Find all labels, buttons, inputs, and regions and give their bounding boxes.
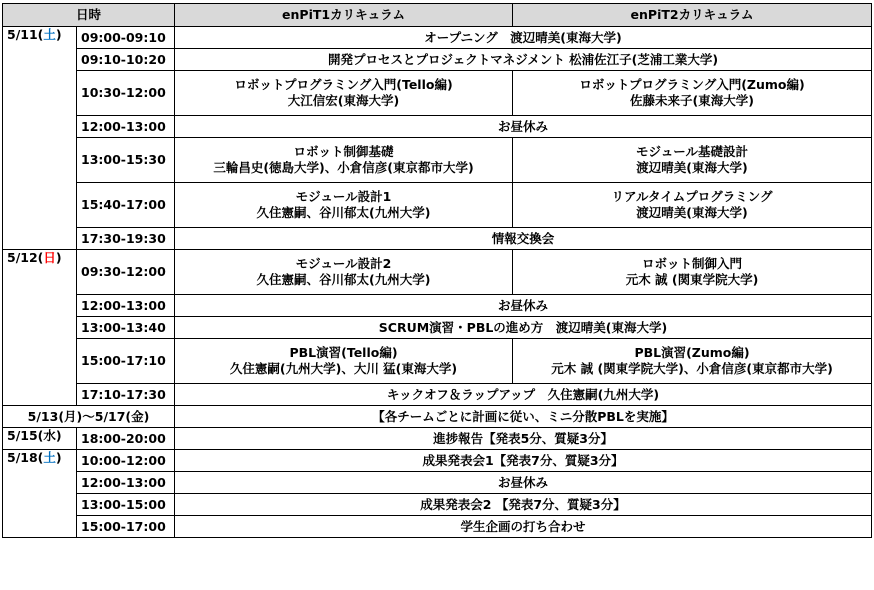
session-track2 — [513, 71, 872, 116]
session-text-line: リアルタイムプログラミング — [611, 189, 773, 204]
session-track1 — [175, 71, 513, 116]
session-common — [175, 295, 872, 317]
session-track2 — [513, 339, 872, 384]
session-text-line: ロボットプログラミング入門(Tello編) — [234, 77, 453, 92]
schedule-body — [3, 27, 872, 538]
schedule-row — [3, 250, 872, 295]
session-text-line: 成果発表会2 【発表7分、質疑3分】 — [420, 496, 626, 512]
time-cell: 15:40-17:00 — [77, 183, 175, 228]
session-text-line: 佐藤未来子(東海大学) — [630, 93, 754, 108]
session-track1 — [175, 183, 513, 228]
session-text-line: 久住憲嗣、谷川郁太(九州大学) — [256, 205, 431, 220]
date-cell — [3, 27, 77, 250]
time-cell: 18:00-20:00 — [77, 428, 175, 450]
weekday-label: 土 — [43, 450, 56, 465]
session-text-line: SCRUM演習・PBLの進め方 渡辺晴美(東海大学) — [378, 319, 668, 335]
schedule-row — [3, 317, 872, 339]
session-track2 — [513, 138, 872, 183]
session-text-line: 元木 誠 (関東学院大学)、小倉信彦(東京都市大学) — [551, 361, 833, 376]
session-common — [175, 472, 872, 494]
header-track1: enPiT1カリキュラム — [175, 4, 513, 27]
schedule-row — [3, 49, 872, 71]
session-track1 — [175, 138, 513, 183]
session-text-line: モジュール設計1 — [295, 189, 392, 204]
header-date: 日時 — [3, 4, 175, 27]
time-cell: 15:00-17:10 — [77, 339, 175, 384]
schedule-row — [3, 428, 872, 450]
schedule-row — [3, 27, 872, 49]
session-text-line: PBL演習(Zumo編) — [634, 345, 750, 360]
session-text-line: オープニング 渡辺晴美(東海大学) — [424, 29, 622, 45]
session-track2 — [513, 250, 872, 295]
session-text-line: お昼休み — [498, 297, 549, 313]
schedule-row — [3, 494, 872, 516]
header-track2: enPiT2カリキュラム — [513, 4, 872, 27]
time-cell: 13:00-15:00 — [77, 494, 175, 516]
schedule-row — [3, 138, 872, 183]
session-text-line: 大江信宏(東海大学) — [287, 93, 400, 108]
session-common — [175, 317, 872, 339]
time-cell: 12:00-13:00 — [77, 295, 175, 317]
weekday-label: 土 — [43, 27, 56, 42]
time-cell: 12:00-13:00 — [77, 472, 175, 494]
session-text-line: 開発プロセスとプロジェクトマネジメント 松浦佐江子(芝浦工業大学) — [327, 51, 719, 67]
schedule-row — [3, 295, 872, 317]
session-text-line: 渡辺晴美(東海大学) — [636, 160, 748, 175]
date-prefix: 5/15( — [7, 428, 44, 443]
schedule-table — [2, 3, 872, 538]
session-text-line: 【各チームごとに計画に従い、ミニ分散PBLを実施】 — [372, 408, 674, 424]
session-text-line: 渡辺晴美(東海大学) — [636, 205, 748, 220]
session-common — [175, 116, 872, 138]
session-text-line: 成果発表会1【発表7分、質疑3分】 — [422, 452, 624, 468]
date-suffix: ) — [55, 450, 62, 465]
session-common — [175, 49, 872, 71]
session-text-line: ロボットプログラミング入門(Zumo編) — [579, 77, 805, 92]
session-common — [175, 384, 872, 406]
session-common — [175, 228, 872, 250]
schedule-row — [3, 183, 872, 228]
time-cell: 17:10-17:30 — [77, 384, 175, 406]
session-common — [175, 27, 872, 49]
header-row — [3, 4, 872, 27]
weekday-label: 水 — [43, 428, 56, 443]
date-prefix: 5/11( — [7, 27, 44, 42]
time-cell: 09:30-12:00 — [77, 250, 175, 295]
schedule-row — [3, 472, 872, 494]
date-suffix: ) — [55, 27, 62, 42]
session-text-line: 久住憲嗣、谷川郁太(九州大学) — [256, 272, 431, 287]
time-cell: 12:00-13:00 — [77, 116, 175, 138]
session-text-line: 久住憲嗣(九州大学)、大川 猛(東海大学) — [229, 361, 458, 376]
weekday-label: 日 — [43, 250, 56, 265]
date-cell — [3, 428, 77, 450]
session-text-line: ロボット制御入門 — [642, 256, 743, 271]
time-cell: 13:00-15:30 — [77, 138, 175, 183]
time-cell: 09:00-09:10 — [77, 27, 175, 49]
date-cell — [3, 450, 77, 538]
session-common — [175, 516, 872, 538]
schedule-row — [3, 116, 872, 138]
session-text-line: キックオフ＆ラップアップ 久住憲嗣(九州大学) — [386, 386, 660, 402]
session-text-line: ロボット制御基礎 — [293, 144, 394, 159]
schedule-row — [3, 71, 872, 116]
time-cell: 10:30-12:00 — [77, 71, 175, 116]
time-cell: 17:30-19:30 — [77, 228, 175, 250]
session-text-line: 三輪昌史(徳島大学)、小倉信彦(東京都市大学) — [213, 160, 474, 175]
session-text-line: モジュール設計2 — [295, 256, 392, 271]
session-common — [175, 406, 872, 428]
session-common — [175, 450, 872, 472]
schedule-row — [3, 228, 872, 250]
schedule-row — [3, 406, 872, 428]
session-text-line: モジュール基礎設計 — [636, 144, 749, 159]
session-text-line: 進捗報告【発表5分、質疑3分】 — [433, 430, 613, 446]
time-cell: 13:00-13:40 — [77, 317, 175, 339]
date-prefix: 5/18( — [7, 450, 44, 465]
session-text-line: お昼休み — [498, 474, 549, 490]
session-text-line: 情報交換会 — [491, 230, 555, 246]
session-text-line: PBL演習(Tello編) — [289, 345, 398, 360]
session-text-line: お昼休み — [498, 118, 549, 134]
session-track1 — [175, 339, 513, 384]
session-common — [175, 494, 872, 516]
date-suffix: ) — [55, 250, 62, 265]
time-cell: 10:00-12:00 — [77, 450, 175, 472]
session-track2 — [513, 183, 872, 228]
schedule-row — [3, 339, 872, 384]
session-text-line: 学生企画の打ち合わせ — [460, 518, 586, 534]
date-suffix: ) — [55, 428, 62, 443]
schedule-row — [3, 384, 872, 406]
date-cell — [3, 250, 77, 406]
date-prefix: 5/12( — [7, 250, 44, 265]
session-common — [175, 428, 872, 450]
session-track1 — [175, 250, 513, 295]
schedule-row — [3, 450, 872, 472]
schedule-row — [3, 516, 872, 538]
session-text-line: 元木 誠 (関東学院大学) — [625, 272, 759, 287]
time-cell: 15:00-17:00 — [77, 516, 175, 538]
date-range-cell: 5/13(月)～5/17(金) — [3, 406, 175, 428]
time-cell: 09:10-10:20 — [77, 49, 175, 71]
